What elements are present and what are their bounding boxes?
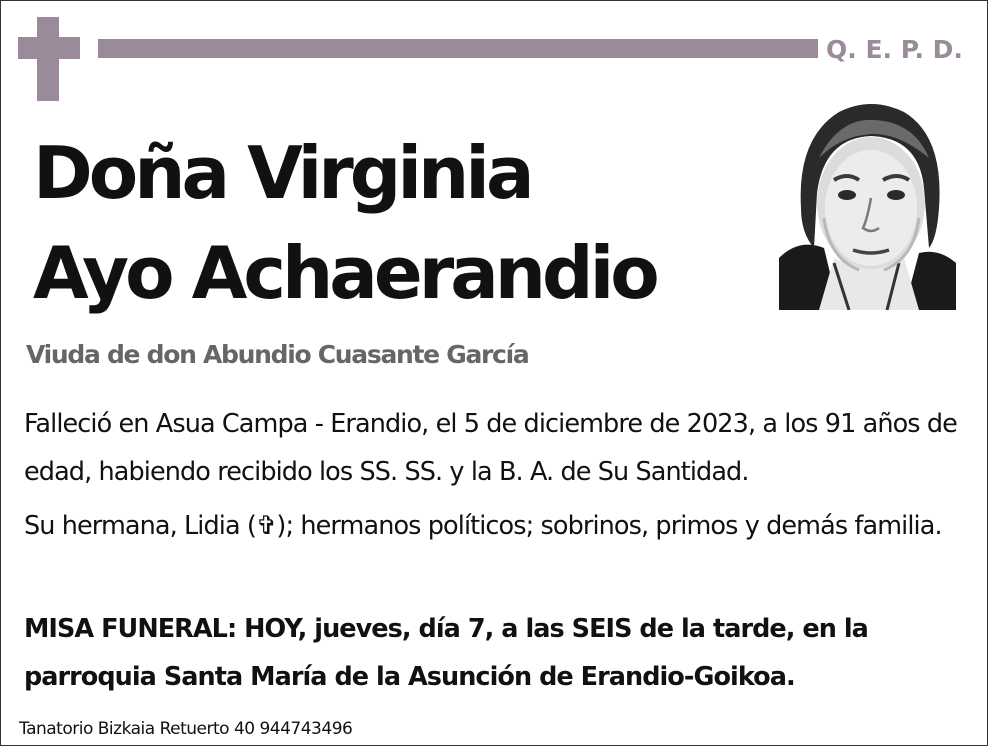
cross-vertical-bar	[37, 17, 59, 101]
qepd-label: Q. E. P. D.	[826, 35, 963, 64]
deceased-name-line2: Ayo Achaerandio	[33, 231, 656, 315]
cross-horizontal-bar	[18, 37, 80, 59]
deceased-name-line1: Doña Virginia	[33, 131, 531, 215]
header-rule	[98, 39, 818, 58]
funeral-mass-paragraph: MISA FUNERAL: HOY, jueves, día 7, a las SEIS de la tarde, en la parroquia Santa María de la Asunción de Erandio-Goikoa.	[24, 614, 868, 692]
portrait-photo	[779, 98, 956, 310]
widow-subtitle: Viuda de don Abundio Cuasante García	[26, 340, 529, 369]
death-notice-paragraph: Falleció en Asua Campa - Erandio, el 5 de diciembre de 2023, a los 91 años de edad, habiendo recibido los SS. SS. y la B. A. de Su Santidad.	[24, 409, 957, 487]
family-paragraph: Su hermana, Lidia (✞); hermanos políticos; sobrinos, primos y demás familia.	[24, 511, 942, 541]
funeral-home-info: Tanatorio Bizkaia Retuerto 40 944743496	[19, 719, 353, 739]
